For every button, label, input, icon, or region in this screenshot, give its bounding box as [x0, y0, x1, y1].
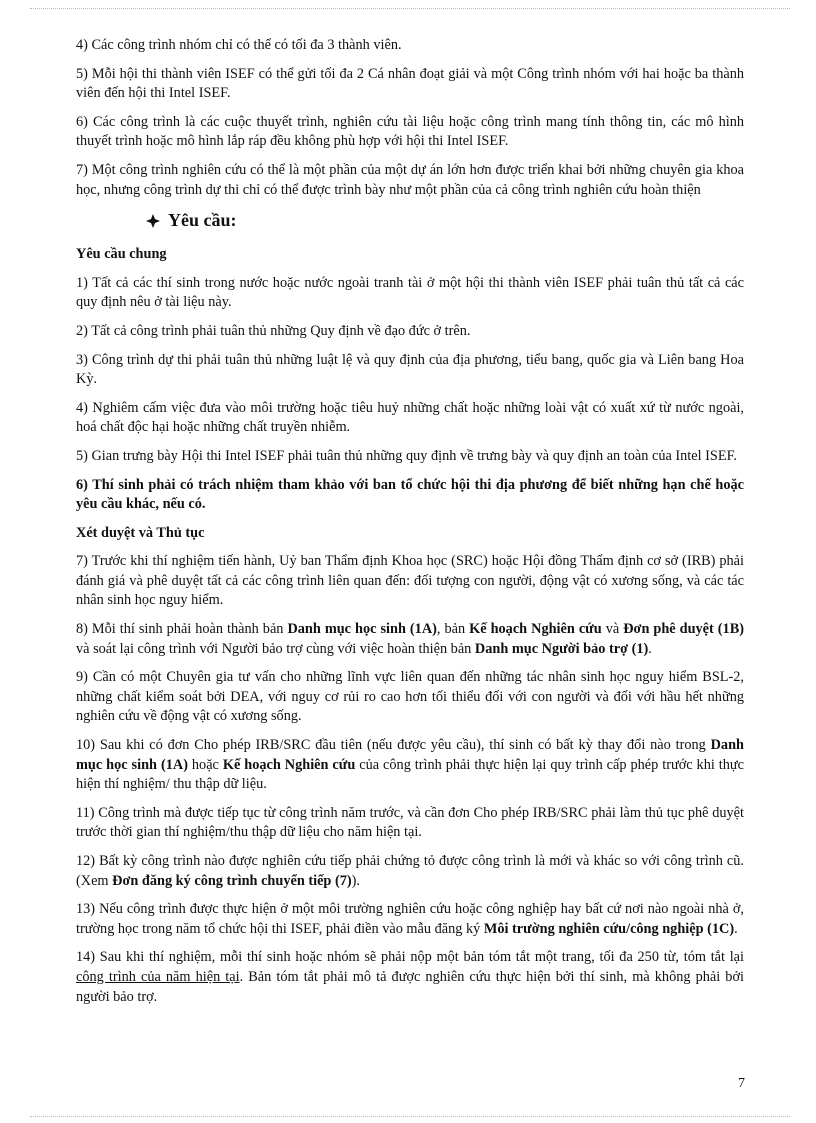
general-item-6: 6) Thí sinh phải có trách nhiệm tham khảo với ban tổ chức hội thi địa phương để biết những hạn chế hoặc yêu cầu khác, nếu có.: [76, 476, 744, 513]
header-dotted-rule: [30, 8, 790, 9]
review-item-13: 13) Nếu công trình được thực hiện ở một môi trường nghiên cứu hoặc công nghiệp hay bất cứ nơi nào ngoài nhà ở, trường học trong năm tổ chức hội thi ISEF, phải điền vào mẫu đăng ký Môi trường nghiên cứu/công nghiệp (1C).: [76, 901, 744, 937]
paragraph-5: 5) Mỗi hội thi thành viên ISEF có thể gửi tối đa 2 Cá nhân đoạt giải và một Công trình nhóm với hai hoặc ba thành viên đến hội thi Intel ISEF.: [76, 65, 744, 102]
general-item-4: 4) Nghiêm cấm việc đưa vào môi trường hoặc tiêu huỷ những chất hoặc những loài vật có xuất xứ từ nước ngoài, hoá chất độc hại hoặc những chất truyền nhiễm.: [76, 399, 744, 436]
review-procedure-heading: Xét duyệt và Thủ tục: [76, 524, 205, 541]
paragraph-6: 6) Các công trình là các cuộc thuyết trình, nghiên cứu tài liệu hoặc công trình mang tính thông tin, các mô hình thuyết trình hoặc mô hình lắp ráp đều không phù hợp với hội thi Intel ISEF.: [76, 113, 744, 150]
document-page: [76, 36, 744, 1016]
footer-dotted-rule: [30, 1116, 790, 1117]
review-item-10: 10) Sau khi có đơn Cho phép IRB/SRC đầu tiên (nếu được yêu cầu), thí sinh có bất kỳ thay đổi nào trong Danh mục học sinh (1A) hoặc Kế hoạch Nghiên cứu của công trình phải thực hiện lại quy trình cấp phép trước khi thực hiện thí nghiệm/ thu thập dữ liệu.: [76, 737, 744, 793]
paragraph-4: 4) Các công trình nhóm chỉ có thể có tối đa 3 thành viên.: [76, 37, 402, 53]
review-item-7: 7) Trước khi thí nghiệm tiến hành, Uỷ ban Thẩm định Khoa học (SRC) hoặc Hội đồng Thẩm định cơ sở (IRB) phải đánh giá và phê duyệt tất cả các công trình liên quan đến: đối tượng con người, động vật có xương sống, và các tác nhân sinh học nguy hiểm.: [76, 553, 744, 609]
section-heading-requirements: [146, 210, 744, 231]
review-item-11: 11) Công trình mà được tiếp tục từ công trình năm trước, và cần đơn Cho phép IRB/SRC phải làm thủ tục phê duyệt trước thời gian thí nghiệm/thu thập dữ liệu cho năm hiện tại.: [76, 804, 744, 841]
general-item-2: 2) Tất cả công trình phải tuân thủ những Quy định về đạo đức ở trên.: [76, 322, 471, 339]
general-item-3: 3) Công trình dự thi phải tuân thủ những luật lệ và quy định của địa phương, tiểu bang, quốc gia và Liên bang Hoa Kỳ.: [76, 351, 744, 388]
general-requirements-heading: Yêu cầu chung: [76, 246, 167, 263]
page-number: 7: [738, 1076, 745, 1091]
diamond-bullet-icon: [146, 214, 160, 228]
paragraph-7: 7) Một công trình nghiên cứu có thể là một phần của một dự án lớn hơn được triển khai bởi những chuyên gia khoa học, nhưng công trình dự thi chỉ có thể được trình bày như một phần của cả công trình nghiên cứu hoàn thiện: [76, 161, 744, 198]
general-item-5: 5) Gian trưng bày Hội thi Intel ISEF phải tuân thủ những quy định về trưng bày và quy định an toàn của Intel ISEF.: [76, 447, 737, 464]
review-item-14: 14) Sau khi thí nghiệm, mỗi thí sinh hoặc nhóm sẽ phải nộp một bản tóm tắt một trang, tối đa 250 từ, tóm tắt lại công trình của năm hiện tại. Bản tóm tắt phải mô tả được nghiên cứu thực hiện bởi thí sinh, mà không phải bởi người bảo trợ.: [76, 949, 744, 1005]
general-item-1: 1) Tất cả các thí sinh trong nước hoặc nước ngoài tranh tài ở một hội thi thành viên ISEF phải tuân thủ tất cả các quy định nêu ở tài liệu này.: [76, 274, 744, 311]
review-item-8: 8) Mỗi thí sinh phải hoàn thành bản Danh mục học sinh (1A), bản Kế hoạch Nghiên cứu và Đơn phê duyệt (1B) và soát lại công trình với Người bảo trợ cùng với việc hoàn thiện bản Danh mục Người bảo trợ (1).: [76, 621, 744, 657]
section-title: Yêu cầu:: [168, 210, 237, 231]
review-item-12: 12) Bất kỳ công trình nào được nghiên cứu tiếp phải chứng tỏ được công trình là mới và khác so với công trình cũ. (Xem Đơn đăng ký công trình chuyển tiếp (7)).: [76, 853, 744, 889]
review-item-9: 9) Cần có một Chuyên gia tư vấn cho những lĩnh vực liên quan đến những tác nhân sinh học nguy hiểm BSL-2, những chất kiểm soát bởi DEA, với nguy cơ rủi ro cao hơn tối thiểu đối với con người và đối với hầu hết những nghiên cứu về động vật có xương sống.: [76, 669, 744, 725]
